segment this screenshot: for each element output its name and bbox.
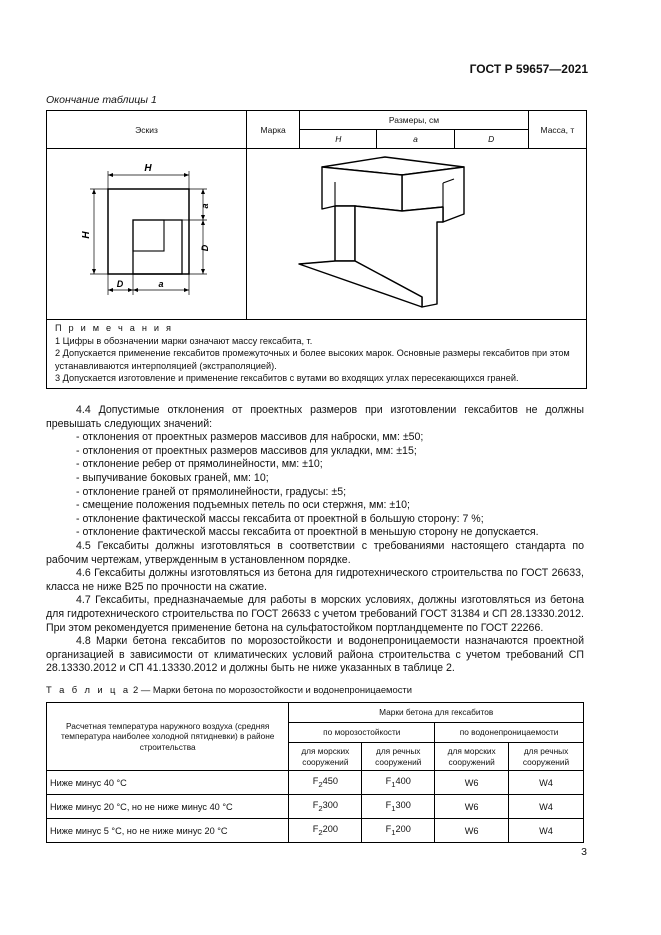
- header-frost-resistance: по морозостойкости: [289, 723, 435, 743]
- header-dim-h: H: [300, 130, 377, 149]
- header-concrete-grades: Марки бетона для гексабитов: [289, 703, 584, 723]
- notes-title: П р и м е ч а н и я: [55, 323, 174, 333]
- table-2-title-rest: 2 — Марки бетона по морозостойкости и водонепроницаемости: [130, 684, 412, 695]
- table-1-notes: [47, 320, 587, 389]
- header-water-river: для речных сооружений: [509, 743, 584, 771]
- header-temperature: Расчетная температура наружного воздуха (средняя температура наиболее холодной пятидневки) в районе строительства: [47, 703, 289, 771]
- isometric-cell: [247, 149, 587, 320]
- list-item: - отклонение фактической массы гексабита от проектной в большую сторону: 7 %;: [76, 512, 484, 525]
- document-code: ГОСТ Р 59657—2021: [469, 62, 588, 76]
- row-temperature: Ниже минус 5 °С, но не ниже минус 20 °С: [47, 819, 289, 843]
- table-row: [47, 795, 584, 819]
- list-item: - отклонение граней от прямолинейности, градусы: ±5;: [76, 485, 347, 498]
- table-2-title: [46, 684, 412, 695]
- header-mark: Марка: [247, 111, 300, 149]
- table-1: [46, 110, 587, 389]
- sketch-label-h-left: H: [81, 231, 92, 239]
- row-frost-sea: $F_2200$: [289, 819, 362, 843]
- body-text: [46, 404, 584, 676]
- row-water-river: W4: [509, 795, 584, 819]
- paragraph-4-5: 4.5 Гексабиты должны изготовляться в соответствии с требованиями настоящего стандарта по рабочим чертежам, утвержденным в установленном порядке.: [46, 539, 584, 566]
- sketch-outer-square: [108, 189, 189, 274]
- note-1: 1 Цифры в обозначении марки означают массу гексабита, т.: [55, 335, 313, 346]
- note-2: 2 Допускается применение гексабитов промежуточных и более высоких марок. Основные размеры гексабитов при этом устанавливаются интерполяцией (экстраполяцией).: [55, 348, 570, 371]
- paragraph-4-7: 4.7 Гексабиты, предназначаемые для работы в морских условиях, должны изготовляться из бетона для гидротехнического строительства по ГОСТ 26633 с учетом требований ГОСТ 31384 и СП 28.13330.2012. При этом рекомендуется применение бетона на сульфатостойком портландцементе по ГОСТ 22266.: [46, 594, 584, 634]
- row-water-sea: W6: [435, 771, 509, 795]
- row-water-sea: W6: [435, 795, 509, 819]
- row-temperature: Ниже минус 40 °С: [47, 771, 289, 795]
- row-frost-river: $F_1200$: [362, 819, 435, 843]
- list-item: - отклонения от проектных размеров массивов для укладки, мм: ±15;: [76, 444, 417, 457]
- row-frost-sea: $F_2300$: [289, 795, 362, 819]
- note-3: 3 Допускается изготовление и применение гексабитов с вутами во входящих углах пересекающихся граней.: [55, 373, 519, 384]
- header-sketch: Эскиз: [47, 111, 247, 149]
- isometric-drawing: [247, 149, 586, 317]
- header-dim-a: a: [377, 130, 454, 149]
- header-frost-sea: для морских сооружений: [289, 743, 362, 771]
- sketch-drawing: [47, 149, 246, 317]
- header-water-resistance: по водонепроницаемости: [435, 723, 584, 743]
- header-water-sea: для морских сооружений: [435, 743, 509, 771]
- iso-front-face: [322, 167, 402, 211]
- row-temperature: Ниже минус 20 °С, но не ниже минус 40 °С: [47, 795, 289, 819]
- header-frost-river: для речных сооружений: [362, 743, 435, 771]
- iso-inner-face: [335, 206, 355, 261]
- table-continuation-title: Окончание таблицы 1: [46, 94, 157, 106]
- row-water-sea: W6: [435, 819, 509, 843]
- sketch-label-d-right: D: [200, 244, 210, 252]
- sketch-cell: [47, 149, 247, 320]
- list-item: - смещение положения подъемных петель по оси стержня, мм: ±10;: [76, 499, 410, 512]
- paragraph-4-4: 4.4 Допустимые отклонения от проектных размеров при изготовлении гексабитов не должны превышать следующих значений:: [46, 404, 584, 430]
- table-2-title-word: Т а б л и ц а: [46, 684, 131, 695]
- header-dim-d: D: [454, 130, 528, 149]
- table-row: [47, 819, 584, 843]
- row-water-river: W4: [509, 819, 584, 843]
- row-frost-river: $F_1300$: [362, 795, 435, 819]
- row-frost-river: $F_1400$: [362, 771, 435, 795]
- sketch-label-a-right: a: [200, 203, 210, 209]
- list-item: - отклонение ребер от прямолинейности, мм: ±10;: [76, 458, 323, 471]
- row-water-river: W4: [509, 771, 584, 795]
- list-item: - выпучивание боковых граней, мм: 10;: [76, 471, 269, 484]
- sketch-label-a-bottom: a: [158, 279, 164, 289]
- sketch-middle-square: [133, 220, 182, 274]
- header-dimensions: Размеры, см: [300, 111, 529, 130]
- paragraph-4-6: 4.6 Гексабиты должны изготовляться из бетона для гидротехнического строительства по ГОСТ 26633, класса не ниже В25 по прочности на сжатие.: [46, 567, 584, 593]
- header-mass: Масса, т: [528, 111, 586, 149]
- row-frost-sea: $F_2450$: [289, 771, 362, 795]
- list-item: - отклонение фактической массы гексабита от проектной в меньшую сторону не допускается.: [76, 526, 539, 539]
- sketch-label-d-bottom: D: [116, 279, 124, 289]
- paragraph-4-8: 4.8 Марки бетона гексабитов по морозостойкости и водонепроницаемости назначаются проектной организацией в зависимости от климатических условий района строительства с учетом требований СП 28.13330.2012 и СП 41.13330.2012 и должны быть не ниже указанных в таблице 2.: [46, 635, 584, 675]
- page-number: 3: [581, 846, 587, 858]
- list-item: - отклонения от проектных размеров массивов для наброски, мм: ±50;: [76, 431, 424, 444]
- table-2: [46, 702, 584, 843]
- sketch-inner-square: [133, 220, 164, 251]
- sketch-label-h-top: H: [144, 163, 152, 174]
- table-row: [47, 771, 584, 795]
